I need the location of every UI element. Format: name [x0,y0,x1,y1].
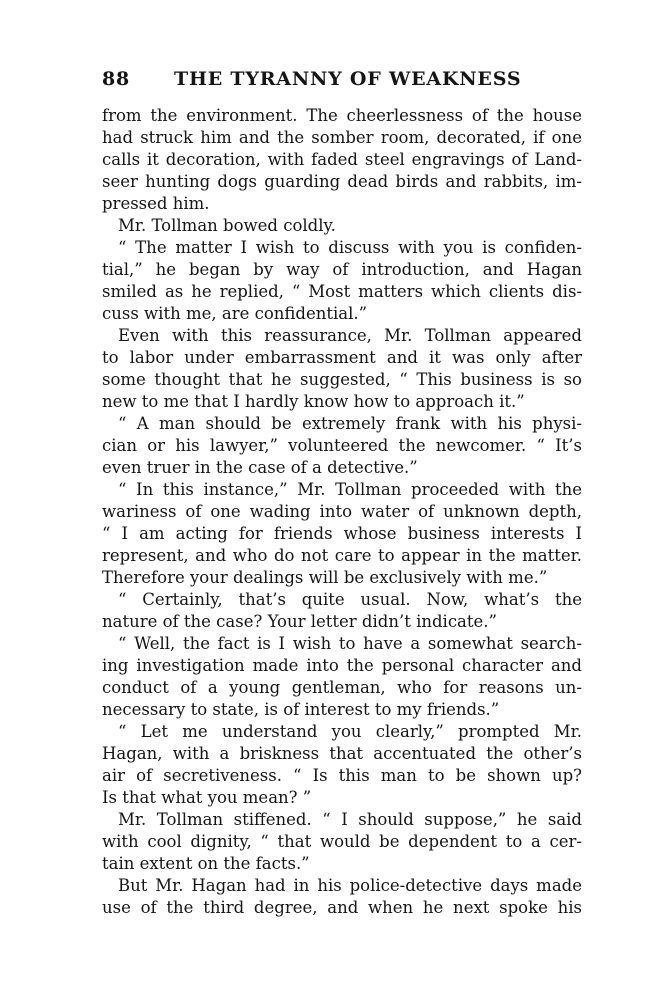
text-line-2: had struck him and the somber room, decorated, if one [102,128,582,147]
running-header [102,68,562,98]
text-line-19: wariness of one wading into water of unknown depth, [102,502,582,521]
text-line-23: “ Certainly, that’s quite usual. Now, what’s the [118,590,582,609]
text-line-35: tain extent on the facts.” [102,854,310,873]
text-line-16: cian or his lawyer,” volunteered the newcomer. “ It’s [102,436,582,455]
text-line-20: “ I am acting for friends whose business interests I [102,524,582,543]
text-line-3: calls it decoration, with faded steel engravings of Land- [102,150,582,169]
text-line-13: some thought that he suggested, “ This business is so [102,370,582,389]
text-line-11: Even with this reassurance, Mr. Tollman appeared [118,326,582,345]
text-line-24: nature of the case? Your letter didn’t indicate.” [102,612,497,631]
text-line-36: But Mr. Hagan had in his police-detective days made [118,876,582,895]
text-line-33: Mr. Tollman stiffened. “ I should suppose,” he said [118,810,582,829]
text-line-27: conduct of a young gentleman, who for reasons un- [102,678,582,697]
text-line-37: use of the third degree, and when he next spoke his [102,898,582,917]
text-line-21: represent, and who do not care to appear in the matter. [102,546,582,565]
text-line-26: ing investigation made into the personal character and [102,656,582,675]
text-line-17: even truer in the case of a detective.” [102,458,418,477]
text-line-29: “ Let me understand you clearly,” prompted Mr. [118,722,582,741]
text-line-22: Therefore your dealings will be exclusively with me.” [102,568,548,587]
text-line-31: air of secretiveness. “ Is this man to be shown up? [102,766,582,785]
text-line-6: Mr. Tollman bowed coldly. [118,216,336,235]
text-line-30: Hagan, with a briskness that accentuated the other’s [102,744,582,763]
text-line-12: to labor under embarrassment and it was only after [102,348,582,367]
text-line-28: necessary to state, is of interest to my friends.” [102,700,500,719]
text-line-4: seer hunting dogs guarding dead birds and rabbits, im- [102,172,582,191]
text-line-18: “ In this instance,” Mr. Tollman proceeded with the [118,480,582,499]
page-number: 88 [102,68,131,90]
text-line-10: cuss with me, are confidential.” [102,304,368,323]
text-line-9: smiled as he replied, “ Most matters which clients dis- [102,282,582,301]
text-line-34: with cool dignity, “ that would be dependent to a cer- [102,832,582,851]
text-line-14: new to me that I hardly know how to approach it.” [102,392,525,411]
text-line-7: “ The matter I wish to discuss with you is confiden- [118,238,582,257]
text-line-32: Is that what you mean? ” [102,788,312,807]
text-line-15: “ A man should be extremely frank with his physi- [118,414,582,433]
page-body [102,105,582,919]
text-line-5: pressed him. [102,194,210,213]
text-line-25: “ Well, the fact is I wish to have a somewhat search- [118,634,582,653]
running-title: THE TYRANNY OF WEAKNESS [174,68,522,90]
text-line-1: from the environment. The cheerlessness of the house [102,106,582,125]
text-line-8: tial,” he began by way of introduction, and Hagan [102,260,582,279]
